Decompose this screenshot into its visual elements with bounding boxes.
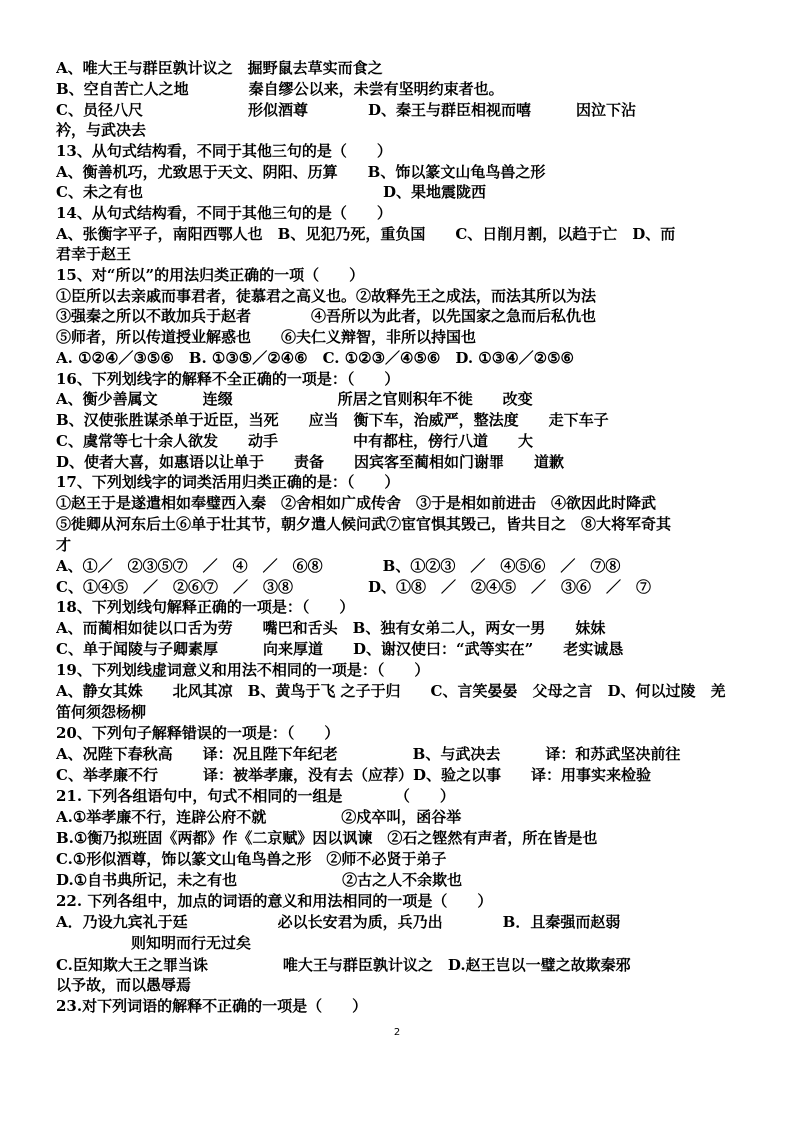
text-line: A. ①②④／③⑤⑥ B. ①③⑤／②④⑥ C. ①②③／④⑤⑥ D. ①③④／②⑤⑥: [56, 349, 574, 367]
text-line: ⑤徙卿从河东后土⑥单于壮其节，朝夕遣人候问武⑦宦官惧其毁己，皆共目之 ⑧大将军奇其: [56, 515, 672, 533]
text-line: C.①形似酒尊，饰以篆文山龟鸟兽之形 ②师不必贤于弟子: [56, 850, 447, 868]
question-20: 20、下列句子解释错误的一项是：（ ）: [56, 724, 340, 742]
text-line: B、空自苦亡人之地 秦自缪公以来，未尝有坚明约束者也。: [56, 80, 504, 98]
text-line: 才: [56, 536, 72, 554]
question-13: 13、从句式结构看，不同于其他三句的是（ ）: [56, 142, 392, 160]
text-line: D.①自书典所记，未之有也 ②古之人不余欺也: [56, 871, 463, 889]
question-19: 19、下列划线虚词意义和用法不相同的一项是：（ ）: [56, 661, 430, 679]
text-line: B.①衡乃拟班固《两都》作《二京赋》因以讽谏 ②石之铿然有声者，所在皆是也: [56, 829, 598, 847]
text-line: C、未之有也 D、果地震陇西: [56, 183, 486, 201]
text-line: ①赵王于是遂遣相如奉璧西入秦 ②舍相如广成传舍 ③于是相如前进击 ④欲因此时降武: [56, 494, 657, 512]
text-line: C、单于闻陵与子卿素厚 向来厚道 D、谢汉使曰：“武等实在” 老实诚恳: [56, 640, 624, 658]
text-line: D、使者大喜，如惠语以让单于 责备 因宾客至蔺相如门谢罪 道歉: [56, 453, 565, 471]
text-line: A、唯大王与群臣孰计议之 掘野鼠去草实而食之: [56, 59, 383, 77]
text-line: C、虞常等七十余人欲发 动手 中有都柱，傍行八道 大: [56, 432, 533, 450]
text-line: ①臣所以去亲戚而事君者，徒慕君之高义也。②故释先王之成法，而法其所以为法: [56, 287, 597, 305]
question-17: 17、下列划线字的词类活用归类正确的是：（ ）: [56, 473, 400, 491]
text-line: A、衡善机巧，尤致思于天文、阴阳、历算 B、饰以篆文山龟鸟兽之形: [56, 163, 546, 181]
text-line: A、而蔺相如徒以口舌为劳 嘴巴和舌头 B、独有女弟二人，两女一男 妹妹: [56, 619, 606, 637]
text-line: 君幸于赵王: [56, 245, 132, 263]
question-14: 14、从句式结构看，不同于其他三句的是（ ）: [56, 204, 392, 222]
text-line: 衿，与武决去: [56, 121, 147, 139]
text-line: A、衡少善属文 连缀 所居之官则积年不徙 改变: [56, 390, 533, 408]
text-line: A.①举孝廉不行，连辟公府不就 ②戍卒叫，函谷举: [56, 808, 462, 826]
question-15: 15、对“所以”的用法归类正确的一项（ ）: [56, 266, 365, 284]
text-line: A、张衡字平子，南阳西鄂人也 B、见犯乃死，重负国 C、日削月割，以趋于亡 D、而: [56, 225, 676, 243]
text-line: A、况陛下春秋高 译：况且陛下年纪老 B、与武决去 译：和苏武坚决前往: [56, 745, 681, 763]
text-line: C.臣知欺大王之罪当诛 唯大王与群臣孰计议之 D.赵王岂以一璧之故欺秦邪: [56, 956, 631, 974]
question-21: 21. 下列各组语句中，句式不相同的一组是 （ ）: [56, 787, 455, 805]
text-line: C、员径八尺 形似酒尊 D、秦王与群臣相视而嘻 因泣下沾: [56, 101, 636, 119]
question-18: 18、下列划线句解释正确的一项是：（ ）: [56, 598, 355, 616]
question-16: 16、下列划线字的解释不全正确的一项是：（ ）: [56, 370, 400, 388]
question-23: 23.对下列词语的解释不正确的一项是（ ）: [56, 997, 368, 1015]
question-22: 22. 下列各组中，加点的词语的意义和用法相同的一项是（ ）: [56, 892, 493, 910]
text-line: C、举孝廉不行 译：被举孝廉，没有去（应荐）D、验之以事 译：用事实来检验: [56, 766, 651, 784]
text-line: 笛何须怨杨柳: [56, 703, 147, 721]
text-line: C、①④⑤ ／ ②⑥⑦ ／ ③⑧ D、①⑧ ／ ②④⑤ ／ ③⑥ ／ ⑦: [56, 578, 651, 596]
text-line: ⑤师者，所以传道授业解惑也 ⑥夫仁义辩智，非所以持国也: [56, 328, 477, 346]
text-line: 以予故，而以愚辱焉: [56, 976, 192, 994]
text-line: ③强秦之所以不敢加兵于赵者 ④吾所以为此者，以先国家之急而后私仇也: [56, 307, 597, 325]
text-line: A．乃设九宾礼于廷 必以长安君为质，兵乃出 B．且秦强而赵弱: [56, 913, 621, 931]
text-line: B、汉使张胜谋杀单于近臣，当死 应当 衡下车，治威严，整法度 走下车子: [56, 411, 609, 429]
text-line: A、①／ ②③⑤⑦ ／ ④ ／ ⑥⑧ B、①②③ ／ ④⑤⑥ ／ ⑦⑧: [56, 557, 621, 575]
page-number: 2: [393, 1027, 401, 1038]
text-line: 则知明而行无过矣: [56, 934, 252, 952]
text-line: A、静女其姝 北风其凉 B、黄鸟于飞 之子于归 C、言笑晏晏 父母之言 D、何以过陵 羌: [56, 682, 726, 700]
